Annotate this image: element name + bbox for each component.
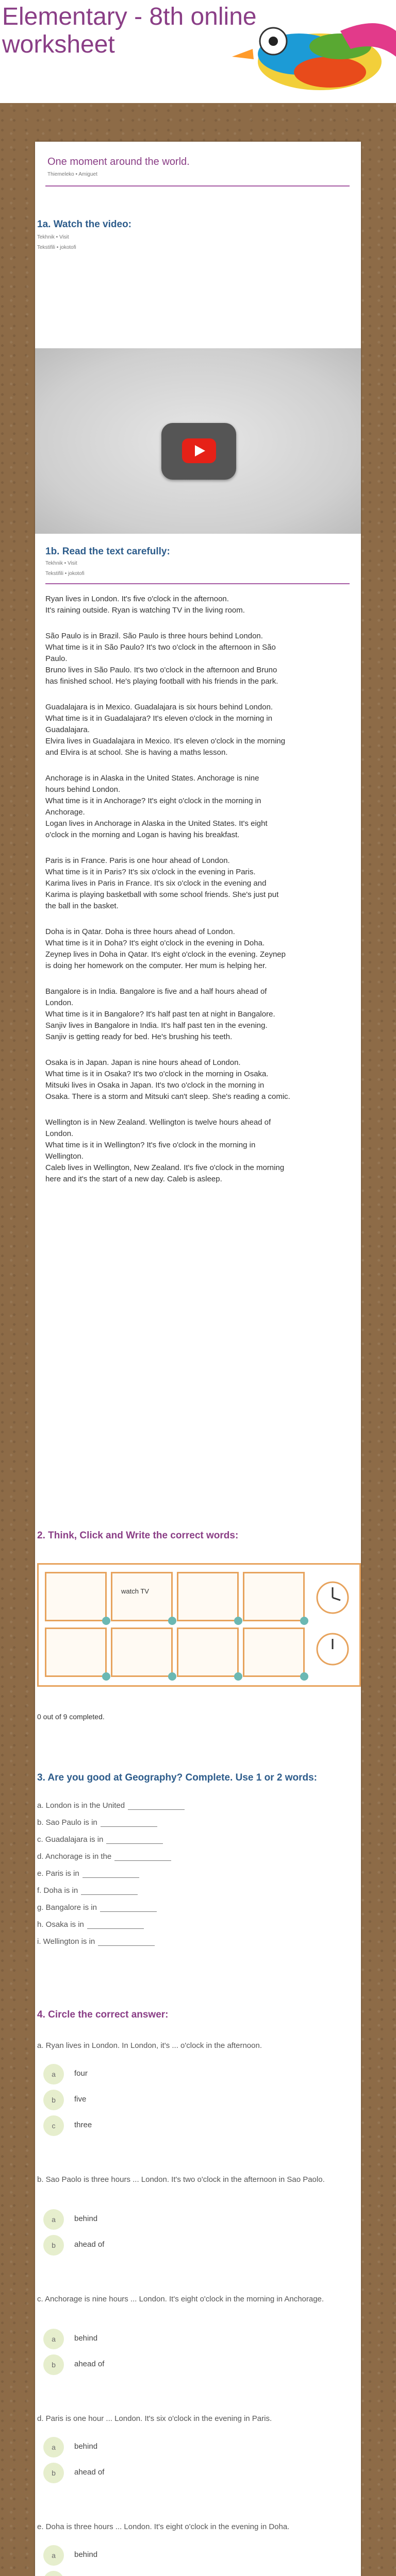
geography-item-text: g. Bangalore is in bbox=[37, 1903, 97, 1912]
radio-icon[interactable]: a bbox=[43, 2329, 64, 2349]
choice-option-label: behind bbox=[74, 2550, 98, 2559]
video-meta-2: Tekstifili • jokotofi bbox=[37, 245, 76, 250]
reading-line: here and it's the start of a new day. Caleb is asleep. bbox=[45, 1175, 222, 1183]
reading-line: Karima lives in Paris in France. It's six o'clock in the evening and bbox=[45, 879, 267, 888]
reading-text bbox=[45, 594, 350, 1469]
geography-item bbox=[37, 1920, 144, 1929]
reading-line: Wellington is in New Zealand. Wellington is twelve hours ahead of bbox=[45, 1118, 271, 1127]
game-cell[interactable] bbox=[111, 1628, 173, 1677]
geography-item-text: a. London is in the United bbox=[37, 1801, 125, 1810]
reading-line: Osaka. There is a storm and Mitsuki can't sleep. She's reading a comic. bbox=[45, 1092, 290, 1101]
drop-dot[interactable] bbox=[102, 1672, 110, 1681]
geography-item-text: h. Osaka is in bbox=[37, 1920, 84, 1929]
reading-line: Bangalore is in India. Bangalore is five and a half hours ahead of bbox=[45, 987, 267, 996]
game-cell[interactable] bbox=[45, 1628, 107, 1677]
choice-option-label: behind bbox=[74, 2442, 98, 2451]
choice-option-label: ahead of bbox=[74, 2468, 105, 2477]
reading-line: the ball in the basket. bbox=[45, 902, 119, 910]
reading-line: Paulo. bbox=[45, 654, 68, 663]
divider bbox=[45, 583, 350, 584]
reading-line: What time is it in Doha? It's eight o'clock in the evening in Doha. bbox=[45, 939, 265, 947]
drop-dot[interactable] bbox=[168, 1617, 176, 1625]
radio-icon[interactable]: a bbox=[43, 2545, 64, 2566]
reading-paragraph bbox=[45, 926, 286, 972]
drop-dot[interactable] bbox=[234, 1672, 242, 1681]
page-subtitle: One moment around the world. bbox=[47, 156, 190, 167]
choice-question: a. Ryan lives in London. In London, it's ... o'clock in the afternoon. bbox=[37, 2041, 262, 2050]
drop-dot[interactable] bbox=[102, 1617, 110, 1625]
game-cell[interactable] bbox=[45, 1572, 107, 1621]
geography-item bbox=[37, 1937, 155, 1946]
geography-item-text: f. Doha is in bbox=[37, 1886, 78, 1895]
geography-blank-input[interactable] bbox=[81, 1888, 138, 1895]
geography-item bbox=[37, 1869, 139, 1878]
reading-line: Logan lives in Anchorage in Alaska in the United States. It's eight bbox=[45, 819, 268, 828]
radio-icon[interactable]: b bbox=[43, 2354, 64, 2375]
radio-icon[interactable]: a bbox=[43, 2437, 64, 2458]
geography-blank-input[interactable] bbox=[98, 1939, 155, 1946]
youtube-logo bbox=[161, 423, 236, 480]
reading-paragraph bbox=[45, 986, 275, 1043]
reading-line: Anchorage is in Alaska in the United States. Anchorage is nine bbox=[45, 774, 259, 783]
page-title: Elementary - 8th online worksheet bbox=[2, 3, 257, 58]
reading-line: Caleb lives in Wellington, New Zealand. It's five o'clock in the morning bbox=[45, 1163, 285, 1172]
picture-game bbox=[37, 1563, 361, 1687]
geography-item-text: c. Guadalajara is in bbox=[37, 1835, 104, 1844]
geography-blank-input[interactable] bbox=[100, 1905, 157, 1912]
radio-icon[interactable]: b bbox=[43, 2235, 64, 2256]
choice-option-label: ahead of bbox=[74, 2360, 105, 2368]
radio-icon[interactable]: a bbox=[43, 2209, 64, 2230]
choice-question: d. Paris is one hour ... London. It's six o'clock in the evening in Paris. bbox=[37, 2414, 272, 2423]
choice-option-label: five bbox=[74, 2095, 87, 2104]
reading-meta-2: Tekstifili • jokotofi bbox=[45, 571, 85, 577]
game-cell[interactable] bbox=[177, 1572, 239, 1621]
reading-paragraph bbox=[45, 1117, 284, 1185]
reading-meta-1: Tekhnik • Visit bbox=[45, 561, 77, 566]
reading-line: Wellington. bbox=[45, 1152, 84, 1161]
reading-line: and Elvira is at school. She is having a maths lesson. bbox=[45, 748, 228, 757]
drop-dot[interactable] bbox=[234, 1617, 242, 1625]
drop-dot[interactable] bbox=[300, 1672, 308, 1681]
reading-line: hours behind London. bbox=[45, 785, 121, 794]
geography-blank-input[interactable] bbox=[82, 1871, 139, 1878]
geography-blank-input[interactable] bbox=[106, 1837, 163, 1844]
game-section-title: 2. Think, Click and Write the correct words: bbox=[37, 1530, 239, 1541]
reading-line: What time is it in Osaka? It's two o'clock in the morning in Osaka. bbox=[45, 1070, 269, 1078]
game-cell[interactable] bbox=[177, 1628, 239, 1677]
radio-icon[interactable]: b bbox=[43, 2463, 64, 2483]
header bbox=[0, 0, 396, 103]
video-meta-1: Tekhnik • Visit bbox=[37, 234, 69, 240]
game-cell[interactable] bbox=[243, 1628, 305, 1677]
choice-option-label: behind bbox=[74, 2334, 98, 2343]
reading-line: What time is it in Paris? It's six o'clock in the evening in Paris. bbox=[45, 868, 256, 876]
reading-line: Zeynep lives in Doha in Qatar. It's eight o'clock in the evening. Zeynep bbox=[45, 950, 286, 959]
choice-option-label: behind bbox=[74, 2214, 98, 2223]
reading-line: Elvira lives in Guadalajara in Mexico. It's eleven o'clock in the morning bbox=[45, 737, 286, 745]
reading-line: Bruno lives in São Paulo. It's two o'clock in the afternoon and Bruno bbox=[45, 666, 277, 674]
reading-line: Guadalajara. bbox=[45, 725, 90, 734]
geography-blank-input[interactable] bbox=[87, 1922, 144, 1929]
geography-item bbox=[37, 1903, 157, 1912]
geography-blank-input[interactable] bbox=[128, 1803, 185, 1810]
geography-item bbox=[37, 1886, 138, 1895]
reading-line: Paris is in France. Paris is one hour ahead of London. bbox=[45, 856, 230, 865]
reading-line: is doing her homework on the computer. Her mum is helping her. bbox=[45, 961, 267, 970]
geography-blank-input[interactable] bbox=[114, 1854, 171, 1861]
reading-line: Sanjiv lives in Bangalore in India. It's half past ten in the evening. bbox=[45, 1021, 268, 1030]
geography-item-text: e. Paris is in bbox=[37, 1869, 79, 1878]
reading-line: What time is it in São Paulo? It's two o'clock in the afternoon in São bbox=[45, 643, 276, 652]
geography-item bbox=[37, 1801, 185, 1810]
reading-paragraph bbox=[45, 594, 245, 616]
video-player[interactable] bbox=[35, 348, 361, 534]
geography-item-text: b. Sao Paulo is in bbox=[37, 1818, 97, 1827]
choice-option-label: ahead of bbox=[74, 2240, 105, 2249]
reading-line: It's raining outside. Ryan is watching TV in the living room. bbox=[45, 606, 245, 615]
reading-line: Ryan lives in London. It's five o'clock in the afternoon. bbox=[45, 595, 229, 603]
reading-line: Osaka is in Japan. Japan is nine hours ahead of London. bbox=[45, 1058, 241, 1067]
choice-option-label: four bbox=[74, 2069, 88, 2078]
reading-line: What time is it in Anchorage? It's eight o'clock in the morning in bbox=[45, 796, 261, 805]
game-label: watch TV bbox=[121, 1587, 149, 1595]
play-icon[interactable] bbox=[182, 438, 216, 463]
divider bbox=[45, 185, 350, 187]
geography-section-title: 3. Are you good at Geography? Complete. Use 1 or 2 words: bbox=[37, 1772, 318, 1783]
reading-line: London. bbox=[45, 998, 74, 1007]
geography-blank-input[interactable] bbox=[101, 1820, 157, 1827]
choice-section-title: 4. Circle the correct answer: bbox=[37, 2009, 169, 2020]
video-section-title: 1a. Watch the video: bbox=[37, 219, 131, 230]
reading-paragraph bbox=[45, 773, 268, 841]
reading-paragraph bbox=[45, 631, 278, 687]
reading-line: São Paulo is in Brazil. São Paulo is three hours behind London. bbox=[45, 632, 263, 640]
game-cell[interactable] bbox=[243, 1572, 305, 1621]
clock-icon bbox=[309, 1572, 356, 1675]
reading-paragraph bbox=[45, 855, 278, 912]
radio-icon[interactable]: a bbox=[43, 2064, 64, 2084]
geography-item-text: i. Wellington is in bbox=[37, 1937, 95, 1946]
choice-question: b. Sao Paolo is three hours ... London. It's two o'clock in the afternoon in Sao Paolo. bbox=[37, 2175, 325, 2184]
choice-question: c. Anchorage is nine hours ... London. It's eight o'clock in the morning in Anchorage. bbox=[37, 2295, 324, 2303]
geography-item-text: d. Anchorage is in the bbox=[37, 1852, 112, 1861]
choice-question: e. Doha is three hours ... London. It's eight o'clock in the evening in Doha. bbox=[37, 2522, 290, 2531]
drop-dot[interactable] bbox=[168, 1672, 176, 1681]
geography-item bbox=[37, 1818, 157, 1827]
reading-line: Guadalajara is in Mexico. Guadalajara is six hours behind London. bbox=[45, 703, 273, 711]
reading-line: What time is it in Wellington? It's five o'clock in the morning in bbox=[45, 1141, 256, 1149]
bird-illustration bbox=[222, 0, 396, 103]
choice-option-label: three bbox=[74, 2121, 92, 2129]
reading-paragraph bbox=[45, 702, 285, 758]
geography-item bbox=[37, 1852, 171, 1861]
reading-line: Anchorage. bbox=[45, 808, 85, 817]
radio-icon[interactable]: b bbox=[43, 2090, 64, 2110]
game-score: 0 out of 9 completed. bbox=[37, 1713, 105, 1721]
geography-item bbox=[37, 1835, 163, 1844]
reading-line: What time is it in Guadalajara? It's eleven o'clock in the morning in bbox=[45, 714, 273, 723]
radio-icon[interactable]: c bbox=[43, 2115, 64, 2136]
reading-line: Doha is in Qatar. Doha is three hours ahead of London. bbox=[45, 927, 235, 936]
reading-line: Sanjiv is getting ready for bed. He's brushing his teeth. bbox=[45, 1032, 233, 1041]
reading-line: Mitsuki lives in Osaka in Japan. It's two o'clock in the morning in bbox=[45, 1081, 265, 1090]
reading-line: London. bbox=[45, 1129, 74, 1138]
reading-line: What time is it in Bangalore? It's half past ten at night in Bangalore. bbox=[45, 1010, 275, 1019]
reading-line: o'clock in the morning and Logan is having his breakfast. bbox=[45, 831, 240, 839]
reading-line: has finished school. He's playing football with his friends in the park. bbox=[45, 677, 278, 686]
game-cell[interactable] bbox=[111, 1572, 173, 1621]
reading-section-title: 1b. Read the text carefully: bbox=[45, 546, 170, 557]
reading-line: Karima is playing basketball with some school friends. She's just put bbox=[45, 890, 279, 899]
author-line: Thiemeleko • Amiguet bbox=[47, 172, 97, 177]
reading-paragraph bbox=[45, 1057, 290, 1103]
drop-dot[interactable] bbox=[300, 1617, 308, 1625]
